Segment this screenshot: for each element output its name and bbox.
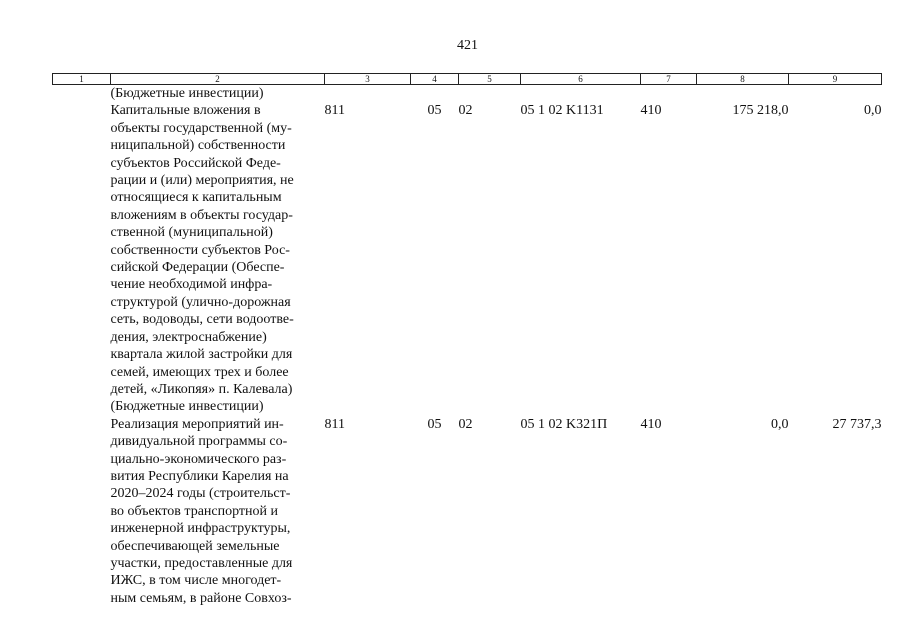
item-name-line: сеть, водоводы, сети водоотве- xyxy=(110,312,294,328)
item-name-line: дения, электроснабжение) xyxy=(110,329,267,345)
item-name-line: дивидуальной программы со- xyxy=(110,434,288,450)
section-cell: 05 xyxy=(427,103,442,119)
subsection-cell xyxy=(459,85,521,103)
table-row xyxy=(53,416,882,607)
item-name-cell xyxy=(111,102,325,415)
expense-type-cell xyxy=(641,85,697,103)
column-header: 5 xyxy=(459,74,521,85)
item-name-line: инженерной инфраструктуры, xyxy=(110,521,291,537)
row-number-cell xyxy=(53,416,111,607)
item-name-cell xyxy=(111,85,325,103)
item-name-line: ИЖС, в том числе многодет- xyxy=(110,573,282,589)
row-number-cell xyxy=(53,85,111,103)
subsection-cell: 02 xyxy=(458,416,473,432)
item-name-line: Капитальные вложения в xyxy=(110,103,261,119)
admin-code-cell: 811 xyxy=(324,103,345,119)
item-name-line: циально-экономического раз- xyxy=(110,451,287,467)
section-cell xyxy=(411,85,459,103)
table-row xyxy=(53,85,882,103)
item-name-line: структурой (улично-дорожная xyxy=(110,294,291,310)
expense-type-cell: 410 xyxy=(640,103,662,119)
table-row xyxy=(53,102,882,415)
item-name-line: собственности субъектов Рос- xyxy=(110,242,290,258)
column-header: 4 xyxy=(411,74,459,85)
page-number: 421 xyxy=(457,38,478,53)
item-name-line: субъектов Российской Феде- xyxy=(110,155,281,171)
item-name-line: участки, предоставленные для xyxy=(110,555,293,571)
column-header: 7 xyxy=(641,74,697,85)
budget-table xyxy=(52,73,882,607)
item-name-line: во объектов транспортной и xyxy=(110,503,279,519)
column-header: 6 xyxy=(521,74,641,85)
column-header: 2 xyxy=(111,74,325,85)
item-name-line: (Бюджетные инвестиции) xyxy=(110,86,264,101)
target-article-cell: 05 1 02 K1131 xyxy=(520,103,604,119)
amount-2-cell xyxy=(789,85,882,103)
item-name-line: сийской Федерации (Обеспе- xyxy=(110,260,285,276)
amount-2-cell: 0,0 xyxy=(864,103,882,119)
item-name-line: вития Республики Карелия на xyxy=(110,468,289,484)
item-name-line: рации и (или) мероприятия, не xyxy=(110,173,294,189)
item-name-line: Реализация мероприятий ин- xyxy=(110,416,284,432)
item-name-line: ственной (муниципальной) xyxy=(110,225,273,241)
item-name-cell xyxy=(111,416,325,607)
target-article-cell xyxy=(521,85,641,103)
item-name-line: квартала жилой застройки для xyxy=(110,347,293,363)
column-header: 9 xyxy=(789,74,882,85)
column-number-row xyxy=(53,74,882,85)
item-name-line: семей, имеющих трех и более xyxy=(110,364,289,380)
item-name-line: 2020–2024 годы (строительст- xyxy=(110,486,291,502)
amount-1-cell xyxy=(697,85,789,103)
expense-type-cell: 410 xyxy=(640,416,662,432)
row-number-cell xyxy=(53,102,111,415)
amount-2-cell: 27 737,3 xyxy=(832,416,882,432)
item-name-line: ниципальной) собственности xyxy=(110,138,286,154)
amount-1-cell: 0,0 xyxy=(771,416,789,432)
amount-1-cell: 175 218,0 xyxy=(732,103,789,119)
item-name-line: объекты государственной (му- xyxy=(110,120,292,136)
admin-code-cell xyxy=(325,85,411,103)
target-article-cell: 05 1 02 K321П xyxy=(520,416,608,432)
item-name-line: детей, «Ликопяя» п. Калевала) xyxy=(110,381,293,397)
item-name-line: обеспечивающей земельные xyxy=(110,538,280,554)
column-header: 1 xyxy=(53,74,111,85)
item-name-line: ным семьям, в районе Совхоз- xyxy=(110,590,292,606)
item-name-line: относящиеся к капитальным xyxy=(110,190,282,206)
item-name-line: чение необходимой инфра- xyxy=(110,277,273,293)
admin-code-cell: 811 xyxy=(324,416,345,432)
subsection-cell: 02 xyxy=(458,103,473,119)
item-name-line: вложениям в объекты государ- xyxy=(110,207,293,223)
section-cell: 05 xyxy=(427,416,442,432)
item-name-line: (Бюджетные инвестиции) xyxy=(110,399,264,415)
column-header: 3 xyxy=(325,74,411,85)
column-header: 8 xyxy=(697,74,789,85)
